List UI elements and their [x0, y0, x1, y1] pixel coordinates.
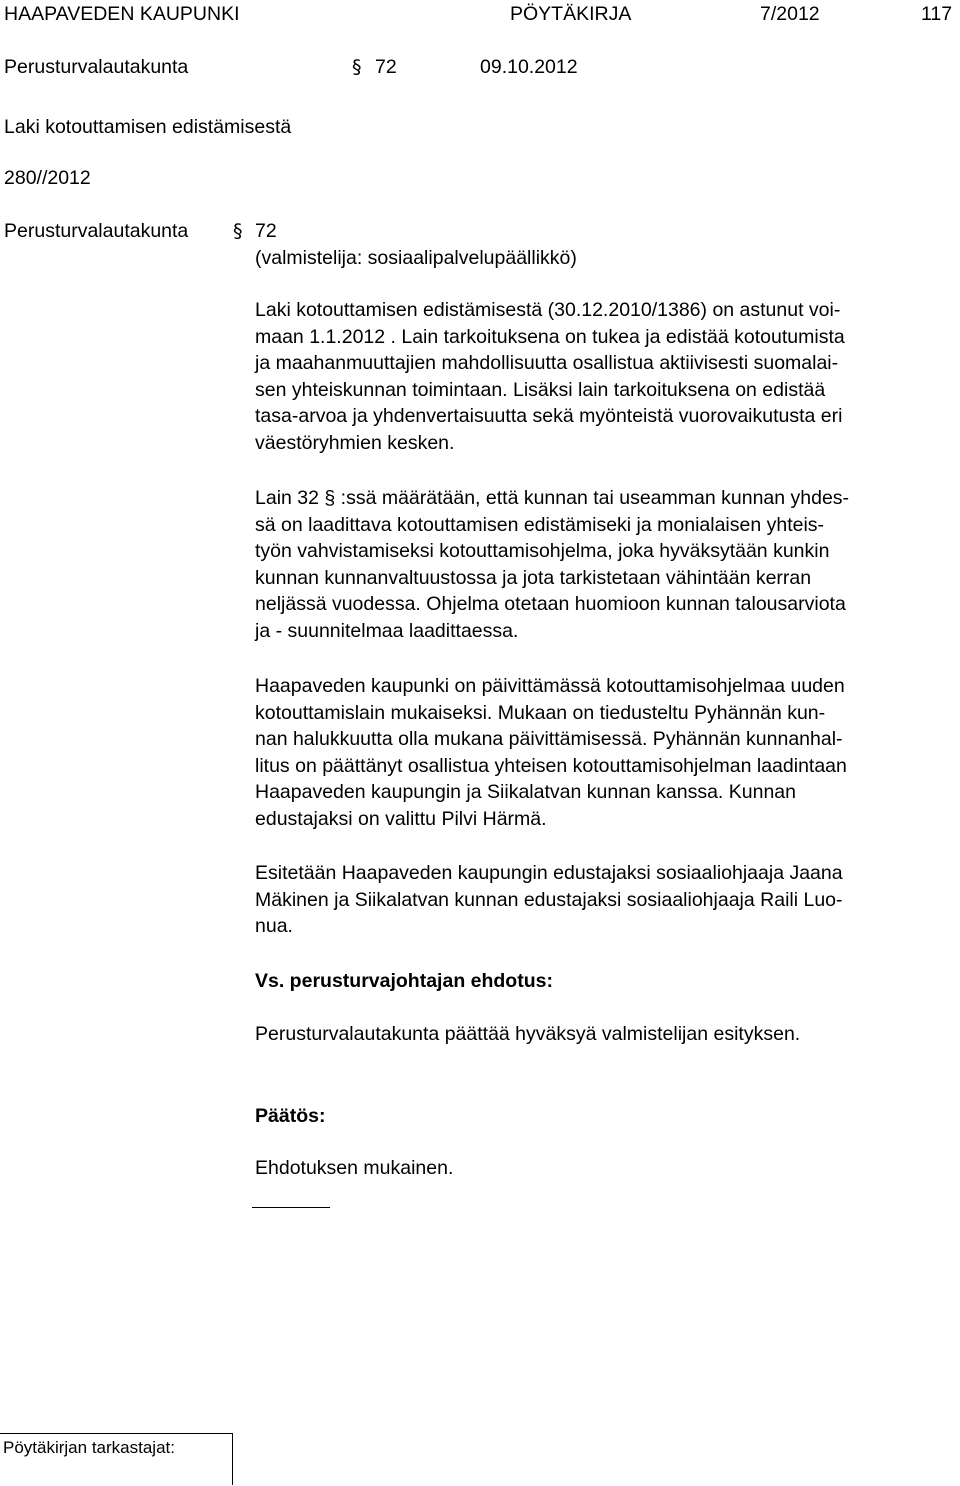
header-municipality: HAAPAVEDEN KAUPUNKI — [4, 3, 240, 25]
paragraph-2 — [255, 485, 960, 645]
text-line: sen yhteiskunnan toimintaan. Lisäksi lain tarkoituksena on edistää — [255, 378, 826, 401]
page-title: Laki kotouttamisen edistämisestä — [4, 116, 292, 138]
proposal-heading: Vs. perusturvajohtajan ehdotus: — [255, 970, 553, 992]
board-section-number: 72 — [255, 220, 277, 242]
text-line: Esitetään Haapaveden kaupungin edustajaksi sosiaaliohjaaja Jaana — [255, 862, 843, 884]
header-doc-type: PÖYTÄKIRJA — [510, 3, 632, 25]
text-line: kunnan kunnanvaltuustossa ja jota tarkistetaan vähintään kerran — [255, 566, 812, 589]
header-board: Perusturvalautakunta — [4, 56, 189, 78]
paragraph-4 — [255, 860, 960, 940]
text-line: kotouttamislain mukaiseksi. Mukaan on tiedusteltu Pyhännän kun- — [255, 701, 826, 724]
header-date: 09.10.2012 — [480, 56, 578, 78]
board-name: Perusturvalautakunta — [4, 220, 189, 242]
footer-side-rule — [232, 1433, 233, 1485]
preparer-note: (valmistelija: sosiaalipalvelupäällikkö) — [255, 247, 577, 269]
reviewers-label: Pöytäkirjan tarkastajat: — [3, 1438, 175, 1457]
board-section-symbol: § — [233, 220, 243, 242]
text-line: ja maahanmuuttajien mahdollisuutta osallistua aktiivisesti suomalai- — [255, 352, 839, 375]
reference-number: 280//2012 — [4, 167, 91, 189]
paragraph-3 — [255, 673, 960, 833]
decision-underline — [252, 1207, 330, 1208]
text-line: edustajaksi on valittu Pilvi Härmä. — [255, 807, 547, 830]
text-line: Mäkinen ja Siikalatvan kunnan edustajaksi sosiaaliohjaaja Raili Luo- — [255, 888, 843, 911]
paragraph-1 — [255, 297, 960, 457]
text-line: väestöryhmien kesken. — [255, 431, 455, 454]
header-doc-number: 7/2012 — [760, 3, 820, 25]
header-section-symbol: § — [352, 56, 362, 78]
footer-top-rule — [0, 1433, 233, 1434]
text-line: Laki kotouttamisen edistämisestä (30.12.2010/1386) on astunut voi- — [255, 299, 841, 321]
decision-heading: Päätös: — [255, 1105, 326, 1127]
text-line: litus on päättänyt osallistua yhteisen kotouttamisohjelman laadintaan — [255, 754, 847, 777]
text-line: ja - suunnitelmaa laadittaessa. — [255, 619, 519, 642]
text-line: maan 1.1.2012 . Lain tarkoituksena on tukea ja edistää kotoutumista — [255, 325, 845, 348]
text-line: työn vahvistamiseksi kotouttamisohjelma, joka hyväksytään kunkin — [255, 540, 830, 563]
text-line: neljässä vuodessa. Ohjelma otetaan huomioon kunnan talousarviota — [255, 593, 846, 616]
proposal-text: Perusturvalautakunta päättää hyväksyä valmistelijan esityksen. — [255, 1023, 801, 1045]
decision-text: Ehdotuksen mukainen. — [255, 1157, 454, 1179]
text-line: nua. — [255, 915, 293, 938]
header-section-number: 72 — [375, 56, 397, 78]
text-line: nan halukkuutta olla mukana päivittämisessä. Pyhännän kunnanhal- — [255, 728, 843, 751]
header-page-number: 117 — [921, 3, 953, 25]
text-line: Haapaveden kaupunki on päivittämässä kotouttamisohjelmaa uuden — [255, 675, 845, 697]
text-line: tasa-arvoa ja yhdenvertaisuutta sekä myönteistä vuorovaikutusta eri — [255, 405, 843, 428]
text-line: Lain 32 § :ssä määrätään, että kunnan tai useamman kunnan yhdes- — [255, 487, 850, 509]
text-line: Haapaveden kaupungin ja Siikalatvan kunnan kanssa. Kunnan — [255, 781, 796, 804]
text-line: sä on laadittava kotouttamisen edistämiseki ja monialaisen yhteis- — [255, 513, 825, 536]
